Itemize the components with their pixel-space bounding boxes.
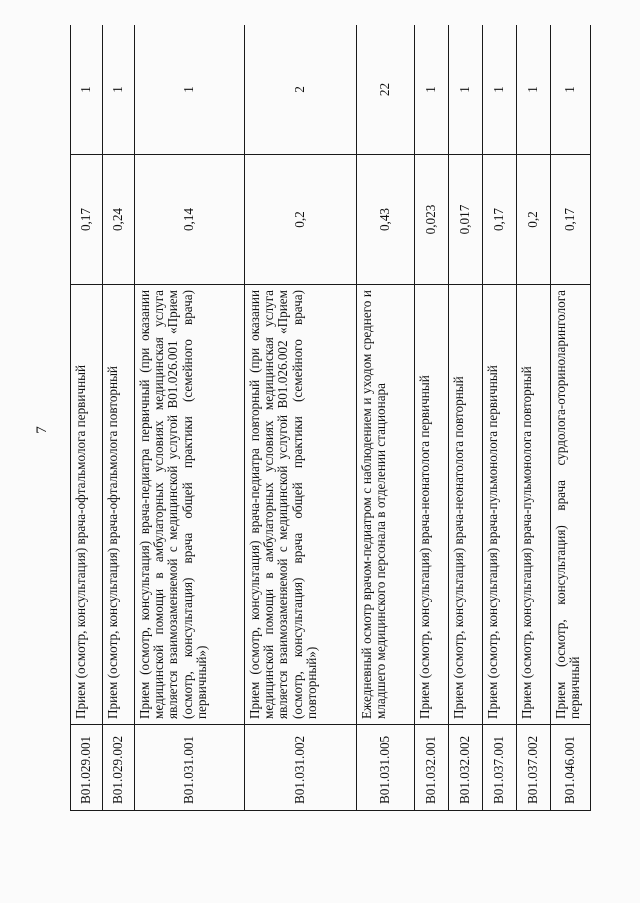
service-code: B01.031.005 — [357, 725, 415, 811]
table-row — [103, 25, 135, 811]
frequency-rate: 0,023 — [415, 155, 449, 285]
table-row — [517, 25, 551, 811]
frequency-rate: 0,43 — [357, 155, 415, 285]
table-row — [357, 25, 415, 811]
service-name: Прием (осмотр, консультация) врача-неонатолога первичный — [415, 285, 449, 725]
table-row — [551, 25, 591, 811]
multiplicity: 1 — [415, 25, 449, 155]
frequency-rate: 0,24 — [103, 155, 135, 285]
frequency-rate: 0,17 — [551, 155, 591, 285]
service-name: Ежедневный осмотр врачом-педиатром с наблюдением и уходом среднего и младшего медицинского персонала в отделении стационара — [357, 285, 415, 725]
service-name: Прием (осмотр, консультация) врача-офтальмолога повторный — [103, 285, 135, 725]
table-row — [135, 25, 245, 811]
frequency-rate: 0,017 — [449, 155, 483, 285]
table-row — [415, 25, 449, 811]
multiplicity: 1 — [449, 25, 483, 155]
service-name: Прием (осмотр, консультация) врача-пульмонолога повторный — [517, 285, 551, 725]
service-code: B01.032.001 — [415, 725, 449, 811]
table-row — [245, 25, 357, 811]
table-row — [483, 25, 517, 811]
services-table-container — [70, 25, 606, 811]
service-name: Прием (осмотр, консультация) врача-офтальмолога первичный — [71, 285, 103, 725]
rotated-table-layer — [70, 25, 606, 811]
services-table — [70, 25, 591, 811]
service-code: B01.031.002 — [245, 725, 357, 811]
frequency-rate: 0,2 — [517, 155, 551, 285]
table-row — [449, 25, 483, 811]
multiplicity: 22 — [357, 25, 415, 155]
multiplicity: 1 — [551, 25, 591, 155]
service-code: B01.032.002 — [449, 725, 483, 811]
service-name: Прием (осмотр, консультация) врача-педиатра первичный (при оказании медицинской помощи в амбулаторных условиях медицинская услуга является взаимозаменяемой с медицинской услугой B01.026.001 «Прием (осмотр, консультация) врача общей практики (семейного врача) первичный») — [135, 285, 245, 725]
service-name: Прием (осмотр, консультация) врача-неонатолога повторный — [449, 285, 483, 725]
multiplicity: 1 — [103, 25, 135, 155]
frequency-rate: 0,14 — [135, 155, 245, 285]
multiplicity: 1 — [135, 25, 245, 155]
service-name: Прием (осмотр, консультация) врача-педиатра повторный (при оказании медицинской помощи в амбулаторных условиях медицинская услуга является взаимозаменяемой с медицинской услугой B01.026.002 «Прием (осмотр, консультация) врача общей практики (семейного врача) повторный») — [245, 285, 357, 725]
multiplicity: 2 — [245, 25, 357, 155]
service-code: B01.046.001 — [551, 725, 591, 811]
frequency-rate: 0,17 — [71, 155, 103, 285]
multiplicity: 1 — [483, 25, 517, 155]
service-name: Прием (осмотр, консультация) врача-пульмонолога первичный — [483, 285, 517, 725]
service-code: B01.029.002 — [103, 725, 135, 811]
service-code: B01.031.001 — [135, 725, 245, 811]
multiplicity: 1 — [71, 25, 103, 155]
page-number: 7 — [34, 426, 50, 434]
table-row — [71, 25, 103, 811]
frequency-rate: 0,17 — [483, 155, 517, 285]
service-code: B01.029.001 — [71, 725, 103, 811]
service-name: Прием (осмотр, консультация) врача сурдолога-оториноларинголога первичный — [551, 285, 591, 725]
frequency-rate: 0,2 — [245, 155, 357, 285]
multiplicity: 1 — [517, 25, 551, 155]
service-code: B01.037.001 — [483, 725, 517, 811]
service-code: B01.037.002 — [517, 725, 551, 811]
